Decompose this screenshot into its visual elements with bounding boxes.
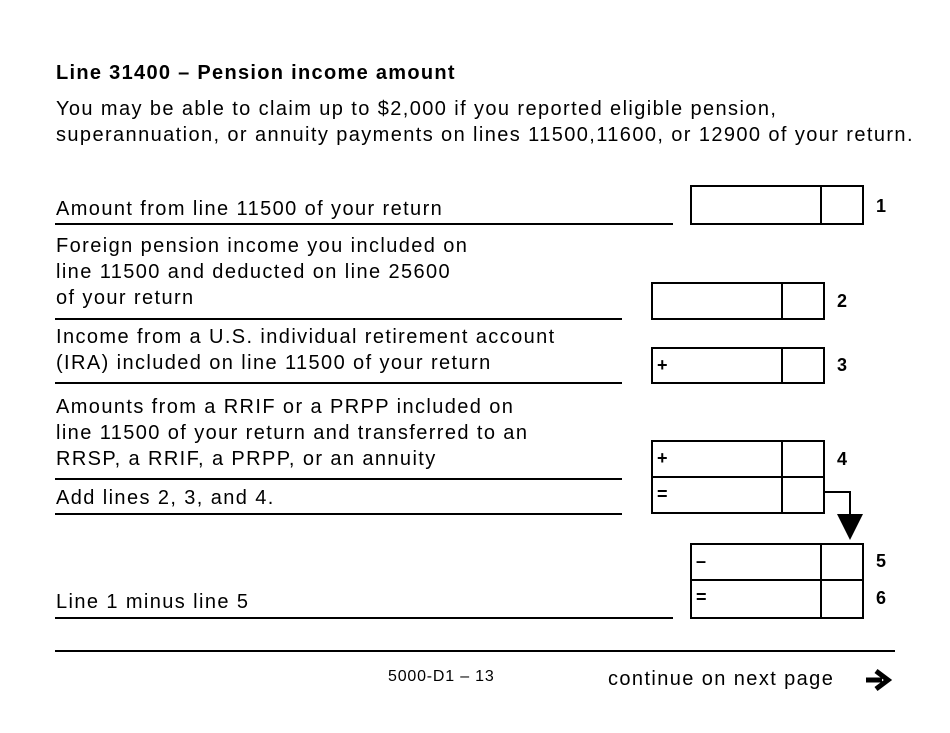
line-3-label: Income from a U.S. individual retirement account (IRA) included on line 11500 of your return — [56, 326, 556, 374]
line-6-label: Line 1 minus line 5 — [56, 591, 250, 613]
line-1-rule — [55, 223, 673, 225]
line-6-rule — [55, 617, 673, 619]
equals-operator: = — [657, 484, 668, 504]
equals-operator: = — [696, 587, 707, 607]
line-3-rule — [55, 382, 622, 384]
line-1-label: Amount from line 11500 of your return — [56, 198, 444, 220]
plus-operator: + — [657, 355, 668, 375]
line-2-amount-field[interactable] — [651, 282, 825, 320]
line-6-number: 6 — [876, 588, 887, 608]
arrow-right-icon — [864, 668, 894, 692]
line-5-number: 5 — [876, 551, 887, 571]
footer-rule — [55, 650, 895, 652]
line-4-amount-field[interactable] — [651, 440, 825, 478]
form-code: 5000-D1 – 13 — [388, 668, 495, 685]
line-4-label: Amounts from a RRIF or a PRPP included on line 11500 of your return and transferred to an RRSP, a RRIF, a PRPP, or an annuity — [56, 396, 529, 470]
continue-link[interactable]: continue on next page — [608, 668, 835, 690]
line-4-rule — [55, 478, 622, 480]
line-1-number: 1 — [876, 196, 887, 216]
line-4-number: 4 — [837, 449, 848, 469]
plus-operator: + — [657, 448, 668, 468]
line-2-label: Foreign pension income you included on line 11500 and deducted on line 25600 of your return — [56, 235, 469, 309]
minus-operator: – — [696, 551, 707, 571]
subtotal-amount-field[interactable] — [651, 476, 825, 514]
subtotal-rule — [55, 513, 622, 515]
subtotal-label: Add lines 2, 3, and 4. — [56, 487, 275, 509]
line-3-number: 3 — [837, 355, 848, 375]
line-6-amount-field[interactable] — [690, 579, 864, 619]
line-3-amount-field[interactable] — [651, 347, 825, 384]
intro-text: You may be able to claim up to $2,000 if you reported eligible pension, superannuation, or annuity payments on lines 11500,11600, or 12900 of your return. — [56, 98, 914, 146]
line-2-number: 2 — [837, 291, 848, 311]
section-heading: Line 31400 – Pension income amount — [56, 62, 456, 84]
arrow-down-icon — [820, 486, 870, 542]
line-2-rule — [55, 318, 622, 320]
line-5-amount-field[interactable] — [690, 543, 864, 581]
line-1-amount-field[interactable] — [690, 185, 864, 225]
